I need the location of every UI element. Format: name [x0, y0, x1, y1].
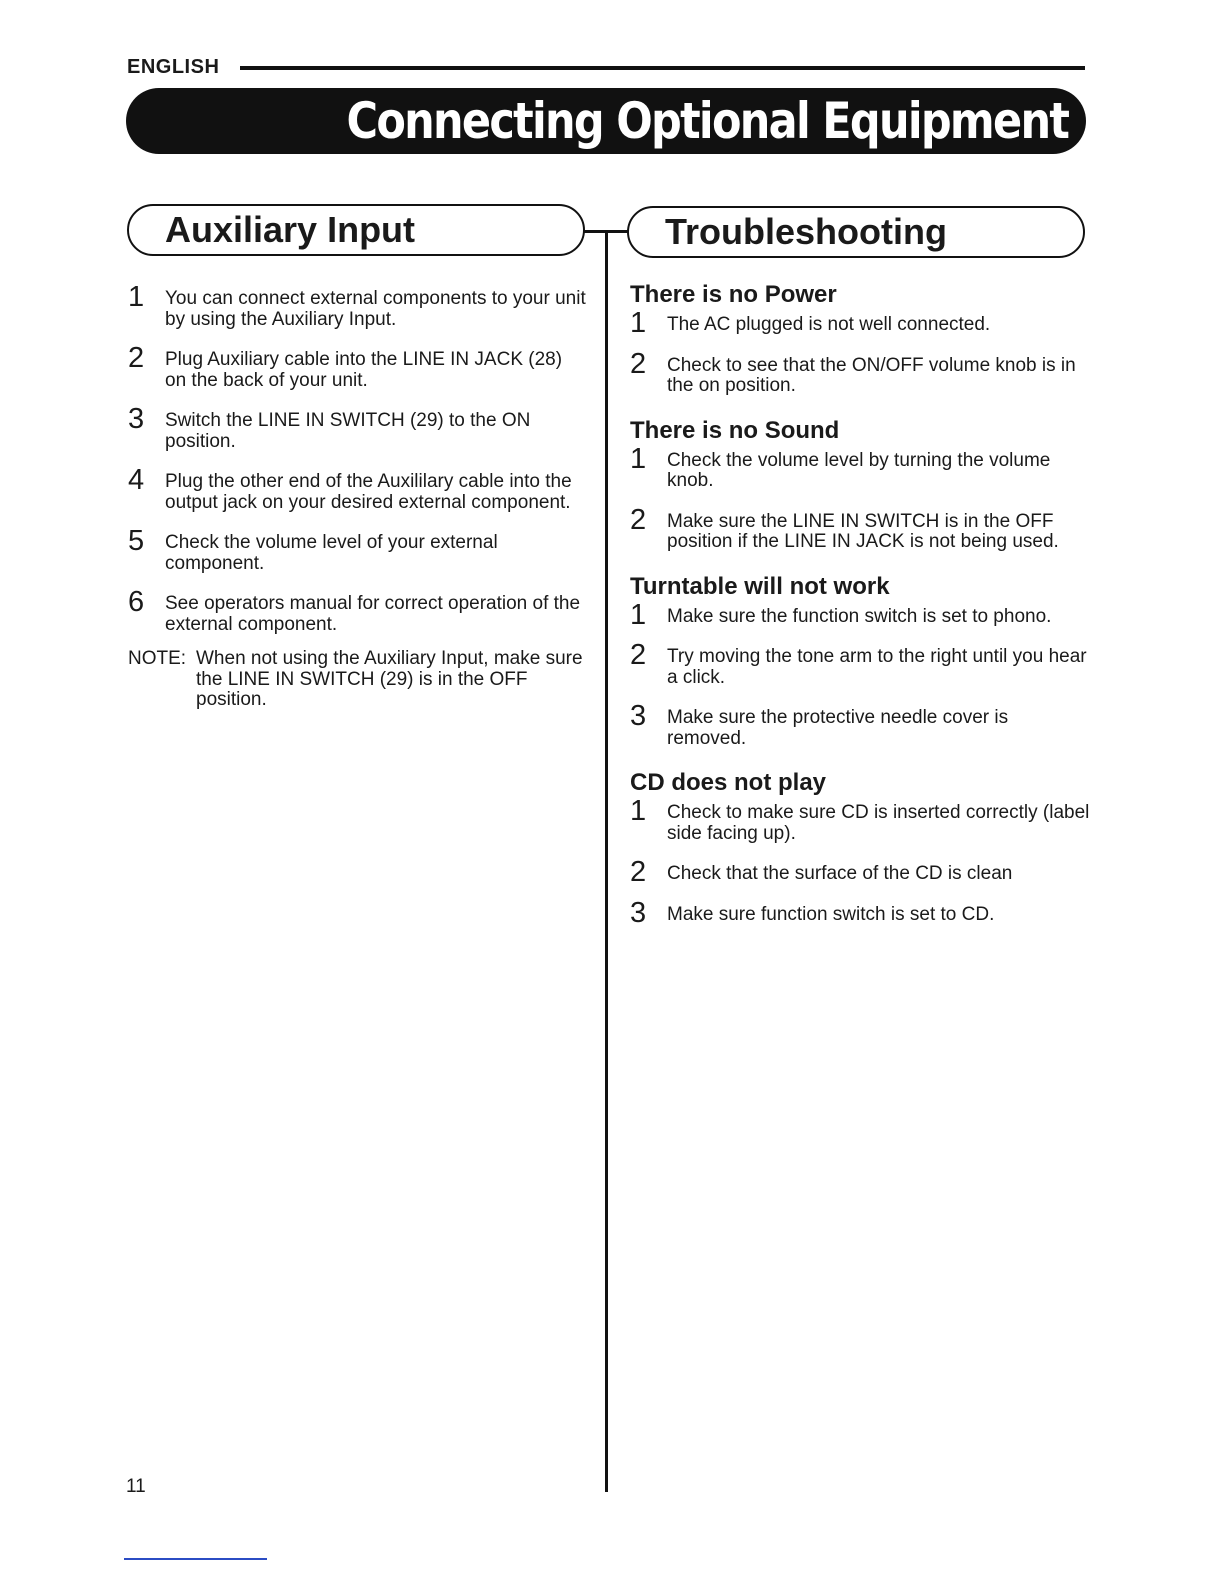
list-item	[630, 700, 1090, 749]
step-text: Plug Auxiliary cable into the LINE IN JACK (28) on the back of your unit.	[165, 349, 563, 391]
trouble-heading: CD does not play	[630, 769, 827, 796]
step-number: 6	[128, 586, 145, 618]
column-divider	[605, 230, 608, 1492]
step-text: Make sure the protective needle cover is removed.	[667, 707, 1009, 749]
list-item	[630, 795, 1090, 844]
list-item	[630, 639, 1090, 688]
footer-rule	[124, 1558, 267, 1560]
trouble-group	[630, 769, 1090, 929]
step-text: Make sure the LINE IN SWITCH is in the OFF position if the LINE IN JACK is not being used.	[667, 510, 1059, 552]
trouble-heading: There is no Power	[630, 281, 837, 308]
note	[128, 649, 588, 711]
note-label: NOTE:	[128, 648, 187, 669]
step-text: Check to make sure CD is inserted correctly (label side facing up).	[667, 802, 1090, 844]
header-rule	[240, 66, 1085, 70]
step-text: Check the volume level by turning the volume knob.	[667, 449, 1051, 491]
step-number: 3	[128, 403, 145, 435]
page-number: 11	[126, 1476, 146, 1497]
step-text: The AC plugged is not well connected.	[667, 314, 991, 335]
list-item	[128, 464, 588, 513]
trouble-group	[630, 281, 1090, 397]
list-item	[630, 503, 1090, 553]
step-number: 4	[128, 464, 145, 496]
step-text: You can connect external components to your unit by using the Auxiliary Input.	[165, 288, 586, 330]
step-number: 1	[630, 598, 647, 631]
step-text: Switch the LINE IN SWITCH (29) to the ON position.	[165, 410, 531, 452]
trouble-group	[630, 573, 1090, 750]
list-item	[630, 307, 1090, 339]
list-item	[630, 896, 1090, 929]
list-item	[630, 856, 1090, 888]
troubleshooting-section-header	[627, 206, 1085, 258]
auxiliary-steps	[128, 281, 588, 711]
step-number: 1	[630, 795, 647, 827]
troubleshooting-list	[630, 281, 1090, 945]
step-text: Plug the other end of the Auxililary cable into the output jack on your desired external component.	[165, 471, 572, 513]
trouble-heading: Turntable will not work	[630, 572, 890, 600]
list-item	[128, 281, 588, 330]
step-number: 2	[630, 503, 647, 536]
list-item	[128, 342, 588, 391]
step-text: Check that the surface of the CD is clean	[667, 863, 1013, 884]
step-number: 1	[128, 281, 145, 313]
step-text: Check to see that the ON/OFF volume knob is in the on position.	[667, 354, 1076, 396]
step-number: 1	[630, 307, 647, 339]
step-text: Make sure the function switch is set to phono.	[667, 605, 1052, 627]
step-number: 2	[630, 347, 647, 380]
auxiliary-section-header	[127, 204, 585, 256]
page-title: Connecting Optional Equipment	[346, 92, 1068, 150]
step-number: 1	[630, 442, 647, 475]
step-number: 5	[128, 525, 145, 557]
step-number: 2	[630, 639, 647, 671]
trouble-heading: There is no Sound	[630, 416, 840, 444]
note-text: When not using the Auxiliary Input, make sure the LINE IN SWITCH (29) is in the OFF position.	[196, 648, 583, 710]
troubleshooting-title: Troubleshooting	[665, 211, 947, 252]
step-number: 2	[630, 856, 647, 888]
list-item	[128, 586, 588, 635]
step-text: Make sure function switch is set to CD.	[667, 903, 995, 925]
list-item	[630, 347, 1090, 397]
list-item	[128, 525, 588, 574]
auxiliary-title: Auxiliary Input	[165, 209, 416, 250]
step-number: 3	[630, 700, 647, 732]
language-label: ENGLISH	[127, 56, 220, 78]
title-banner	[126, 88, 1086, 154]
step-number: 2	[128, 342, 145, 374]
step-text: Check the volume level of your external component.	[165, 532, 498, 574]
trouble-group	[630, 417, 1090, 553]
list-item	[630, 598, 1090, 631]
step-text: See operators manual for correct operation of the external component.	[165, 593, 581, 635]
step-number: 3	[630, 896, 647, 929]
list-item	[128, 403, 588, 452]
list-item	[630, 442, 1090, 492]
step-text: Try moving the tone arm to the right until you hear a click.	[667, 646, 1087, 688]
